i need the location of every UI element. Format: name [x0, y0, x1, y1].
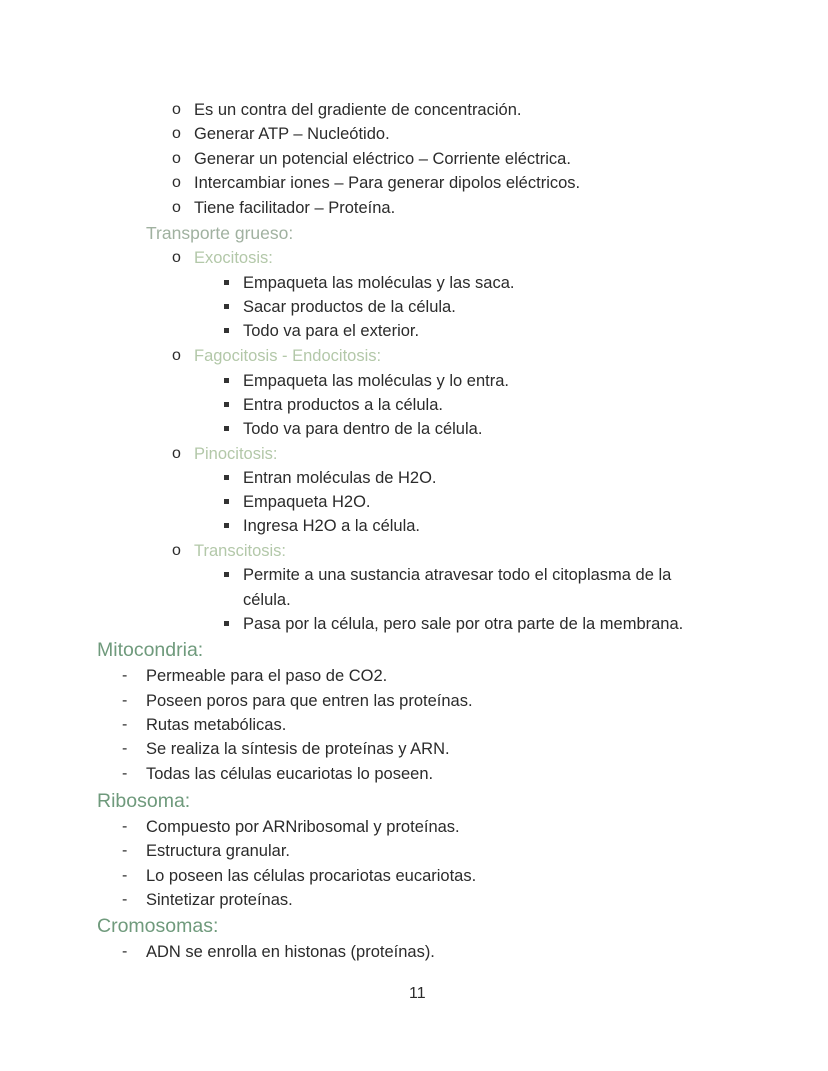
list-item: Empaqueta las moléculas y las saca.: [243, 274, 515, 292]
list-item: Compuesto por ARNribosomal y proteínas.: [146, 818, 460, 836]
dash-bullet-icon: -: [122, 740, 128, 757]
square-bullet-icon: [224, 523, 229, 528]
list-item: Sintetizar proteínas.: [146, 891, 293, 909]
square-bullet-icon: [224, 499, 229, 504]
list-item: Lo poseen las células procariotas eucariotas.: [146, 867, 477, 885]
list-item: Se realiza la síntesis de proteínas y ARN.: [146, 740, 450, 758]
circle-bullet-icon: o: [172, 249, 181, 266]
list-item: Pasa por la célula, pero sale por otra parte de la membrana.: [243, 615, 684, 633]
circle-bullet-icon: o: [172, 199, 181, 216]
circle-bullet-icon: o: [172, 542, 181, 559]
list-item: Rutas metabólicas.: [146, 716, 287, 734]
dash-bullet-icon: -: [122, 891, 128, 908]
list-item: Tiene facilitador – Proteína.: [194, 199, 396, 217]
dash-bullet-icon: -: [122, 842, 128, 859]
list-item: Poseen poros para que entren las proteínas.: [146, 692, 473, 710]
square-bullet-icon: [224, 328, 229, 333]
square-bullet-icon: [224, 402, 229, 407]
list-item: Intercambiar iones – Para generar dipolos eléctricos.: [194, 174, 581, 192]
list-item: Permite a una sustancia atravesar todo el citoplasma de la: [243, 566, 672, 584]
section-heading: Mitocondria:: [97, 639, 204, 661]
page-number: 11: [409, 985, 426, 1002]
square-bullet-icon: [224, 280, 229, 285]
list-item-continuation: célula.: [243, 591, 291, 609]
list-item: Entran moléculas de H2O.: [243, 469, 437, 487]
list-item: Empaqueta H2O.: [243, 493, 371, 511]
section-heading: Cromosomas:: [97, 915, 219, 937]
square-bullet-icon: [224, 621, 229, 626]
circle-bullet-icon: o: [172, 125, 181, 142]
list-item: Permeable para el paso de CO2.: [146, 667, 388, 685]
subtopic-title: Pinocitosis:: [194, 445, 278, 463]
list-item: Estructura granular.: [146, 842, 290, 860]
list-item: Todo va para el exterior.: [243, 322, 420, 340]
list-item: Empaqueta las moléculas y lo entra.: [243, 372, 509, 390]
dash-bullet-icon: -: [122, 692, 128, 709]
dash-bullet-icon: -: [122, 943, 128, 960]
circle-bullet-icon: o: [172, 101, 181, 118]
list-item: Es un contra del gradiente de concentración.: [194, 101, 522, 119]
circle-bullet-icon: o: [172, 174, 181, 191]
list-item: Ingresa H2O a la célula.: [243, 517, 421, 535]
list-item: Generar ATP – Nucleótido.: [194, 125, 390, 143]
circle-bullet-icon: o: [172, 150, 181, 167]
square-bullet-icon: [224, 304, 229, 309]
section-heading: Ribosoma:: [97, 790, 191, 812]
square-bullet-icon: [224, 475, 229, 480]
list-item: Todas las células eucariotas lo poseen.: [146, 765, 434, 783]
circle-bullet-icon: o: [172, 445, 181, 462]
dash-bullet-icon: -: [122, 667, 128, 684]
square-bullet-icon: [224, 572, 229, 577]
list-item: Todo va para dentro de la célula.: [243, 420, 483, 438]
circle-bullet-icon: o: [172, 347, 181, 364]
subtopic-title: Fagocitosis - Endocitosis:: [194, 347, 382, 365]
dash-bullet-icon: -: [122, 867, 128, 884]
list-item: Entra productos a la célula.: [243, 396, 443, 414]
subtopic-title: Transcitosis:: [194, 542, 286, 560]
subtopic-title: Exocitosis:: [194, 249, 273, 267]
section-subheading: Transporte grueso:: [146, 223, 294, 243]
list-item: Sacar productos de la célula.: [243, 298, 456, 316]
square-bullet-icon: [224, 426, 229, 431]
list-item: ADN se enrolla en histonas (proteínas).: [146, 943, 435, 961]
square-bullet-icon: [224, 378, 229, 383]
dash-bullet-icon: -: [122, 765, 128, 782]
dash-bullet-icon: -: [122, 818, 128, 835]
dash-bullet-icon: -: [122, 716, 128, 733]
list-item: Generar un potencial eléctrico – Corriente eléctrica.: [194, 150, 571, 168]
